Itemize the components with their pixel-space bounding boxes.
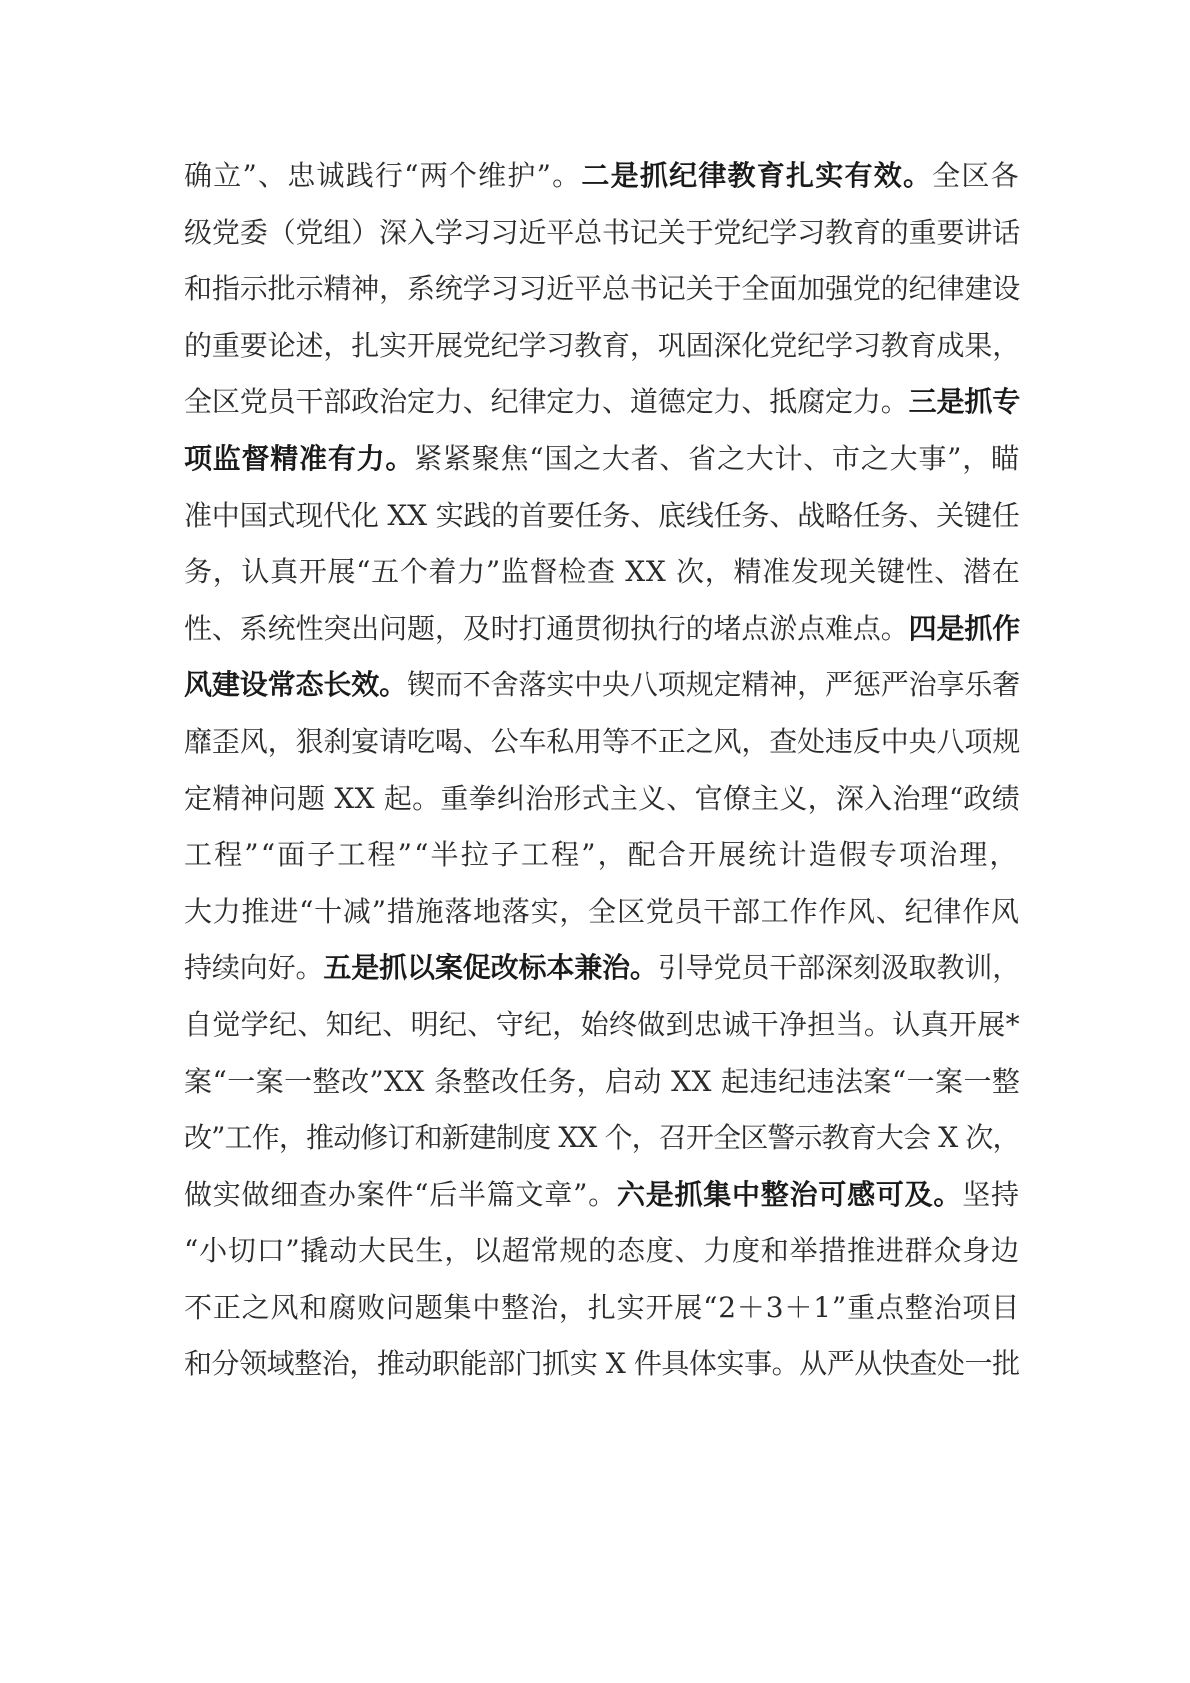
text-run: 改”工作，推动修订和新建制度 XX 个，召开全区警示教育大会 X 次，	[184, 1121, 1020, 1155]
text-run: 准中国式现代化 XX 实践的首要任务、底线任务、战略任务、关键任	[184, 498, 1020, 532]
text-run: 务，认真开展“五个着力”监督检查 XX 次，精准发现关键性、潜在	[184, 555, 1020, 589]
bold-heading-run: 项监督精准有力。	[184, 441, 415, 475]
text-run: 不正之风和腐败问题集中整治，扎实开展“2＋3＋1”重点整治项目	[184, 1290, 1020, 1324]
bold-heading-run: 四是抓作	[908, 611, 1020, 645]
bold-heading-run: 三是抓专	[908, 385, 1020, 419]
text-run: 引导党员干部深刻汲取教训，	[657, 951, 1020, 985]
text-line	[184, 884, 1020, 941]
text-line	[184, 601, 1020, 658]
text-line	[184, 1110, 1020, 1167]
text-run: 靡歪风，狠刹宴请吃喝、公车私用等不正之风，查处违反中央八项规	[184, 724, 1020, 758]
text-run: 和指示批示精神，系统学习习近平总书记关于全面加强党的纪律建设	[184, 272, 1020, 306]
text-line	[184, 148, 1020, 205]
text-run: 全区各	[932, 159, 1020, 192]
text-run: 自觉学纪、知纪、明纪、守纪，始终做到忠诚干净担当。认真开展*	[184, 1007, 1020, 1041]
body-paragraph	[184, 148, 1020, 1393]
text-line	[184, 657, 1020, 714]
text-run: “小切口”撬动大民生，以超常规的态度、力度和举措推进群众身边	[184, 1234, 1020, 1268]
text-line	[184, 205, 1020, 262]
text-line	[184, 714, 1020, 771]
text-line	[184, 997, 1020, 1054]
text-line	[184, 1054, 1020, 1111]
text-line	[184, 1167, 1020, 1224]
text-run: 案“一案一整改”XX 条整改任务，启动 XX 起违纪违法案“一案一整	[184, 1064, 1020, 1098]
bold-heading-run: 六是抓集中整治可感可及。	[616, 1177, 963, 1211]
bold-heading-run: 风建设常态长效。	[184, 668, 407, 702]
text-run: 工程”“面子工程”“半拉子工程”，配合开展统计造假专项治理，	[184, 838, 1020, 872]
bold-heading-run: 二是抓纪律教育扎实有效。	[581, 159, 933, 192]
text-line	[184, 261, 1020, 318]
text-line	[184, 431, 1020, 488]
text-line	[184, 544, 1020, 601]
text-run: 性、系统性突出问题，及时打通贯彻执行的堵点淤点难点。	[184, 611, 909, 645]
text-run: 锲而不舍落实中央八项规定精神，严惩严治享乐奢	[406, 668, 1020, 702]
text-line	[184, 1223, 1020, 1280]
text-line	[184, 488, 1020, 545]
text-run: 的重要论述，扎实开展党纪学习教育，巩固深化党纪学习教育成果，	[184, 328, 1020, 362]
text-run: 定精神问题 XX 起。重拳纠治形式主义、官僚主义，深入治理“政绩	[184, 781, 1020, 815]
text-line	[184, 374, 1020, 431]
text-run: 级党委（党组）深入学习习近平总书记关于党纪学习教育的重要讲话	[184, 215, 1020, 249]
text-line	[184, 1280, 1020, 1337]
text-run: 紧紧聚焦“国之大者、省之大计、市之大事”，瞄	[414, 441, 1020, 475]
text-run: 全区党员干部政治定力、纪律定力、道德定力、抵腐定力。	[184, 385, 909, 419]
text-line	[184, 827, 1020, 884]
text-line	[184, 1336, 1020, 1393]
text-run: 坚持	[962, 1177, 1020, 1211]
text-run: 大力推进“十减”措施落地落实，全区党员干部工作作风、纪律作风	[184, 894, 1020, 928]
text-run: 持续向好。	[184, 951, 324, 985]
text-line	[184, 318, 1020, 375]
text-line	[184, 940, 1020, 997]
bold-heading-run: 五是抓以案促改标本兼治。	[323, 951, 658, 985]
text-run: 和分领域整治，推动职能部门抓实 X 件具体实事。从严从快查处一批	[184, 1347, 1020, 1381]
text-run: 做实做细查办案件“后半篇文章”。	[184, 1177, 617, 1211]
text-run: 确立”、忠诚践行“两个维护”。	[184, 159, 582, 192]
text-line	[184, 771, 1020, 828]
